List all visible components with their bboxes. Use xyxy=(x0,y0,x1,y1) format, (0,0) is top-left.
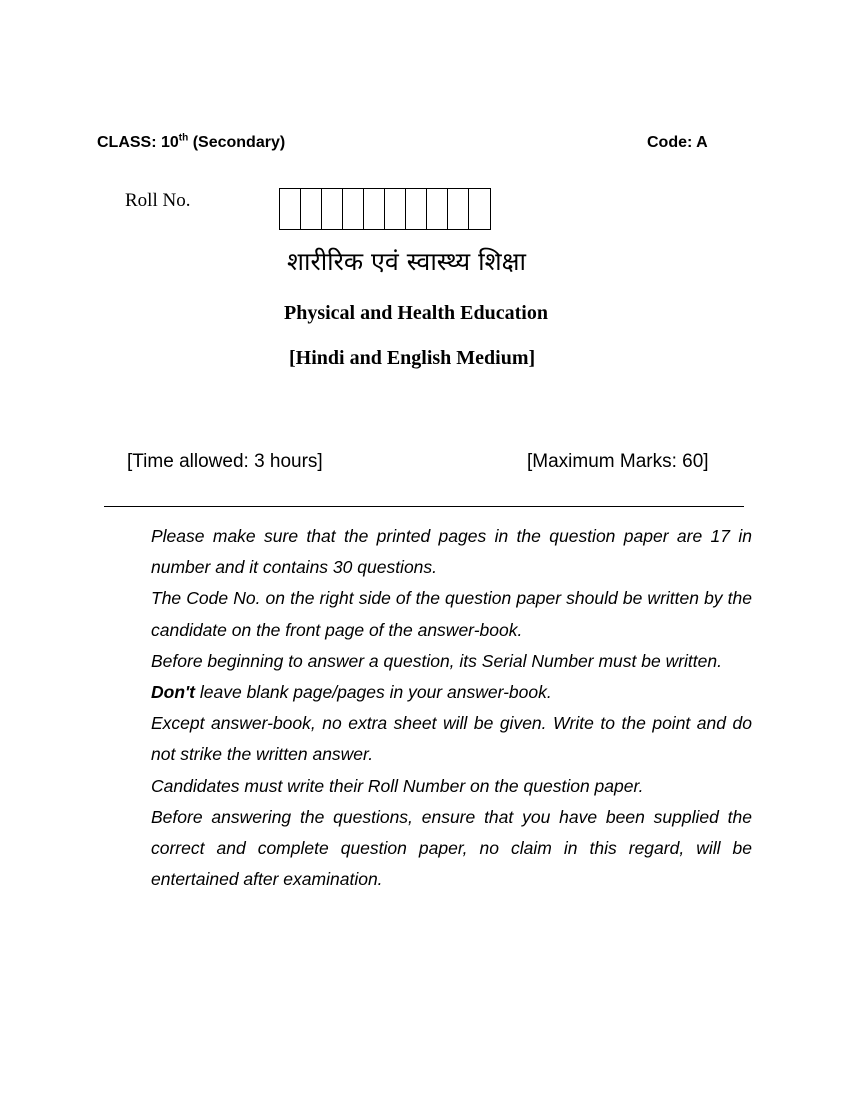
instruction-item: The Code No. on the right side of the question paper should be written by the candidate on the front page of the answer-book. xyxy=(151,588,752,640)
english-title: Physical and Health Education xyxy=(284,302,548,324)
roll-number-box[interactable] xyxy=(364,189,385,229)
roll-number-box[interactable] xyxy=(343,189,364,229)
instructions xyxy=(151,521,752,895)
time-allowed: [Time allowed: 3 hours] xyxy=(127,451,323,472)
roll-number-box[interactable] xyxy=(406,189,427,229)
class-text: CLASS: 10 xyxy=(97,134,179,151)
maximum-marks: [Maximum Marks: 60] xyxy=(527,451,709,472)
class-superscript: th xyxy=(178,132,189,144)
class-label xyxy=(97,134,285,152)
roll-number-box[interactable] xyxy=(301,189,322,229)
roll-number-box[interactable] xyxy=(280,189,301,229)
roll-number-box[interactable] xyxy=(322,189,343,229)
paper-code: Code: A xyxy=(647,134,708,151)
medium-label: [Hindi and English Medium] xyxy=(289,347,536,369)
instruction-item: Except answer-book, no extra sheet will be given. Write to the point and do not strike the written answer. xyxy=(151,713,752,765)
roll-number-box[interactable] xyxy=(448,189,469,229)
roll-number-label: Roll No. xyxy=(125,190,191,211)
roll-number-box[interactable] xyxy=(385,189,406,229)
instruction-item: Before answering the questions, ensure that you have been supplied the correct and complete question paper, no claim in this regard, will be entertained after examination. xyxy=(151,806,752,890)
instruction-text: leave blank page/pages in your answer-book. xyxy=(195,682,552,703)
instruction-item xyxy=(151,677,752,708)
roll-number-box[interactable] xyxy=(469,189,490,229)
instruction-emphasis: Don't xyxy=(151,682,196,703)
divider-line xyxy=(104,506,744,507)
instruction-item: Please make sure that the printed pages in the question paper are 17 in number and it contains 30 questions. xyxy=(151,526,752,578)
class-suffix: (Secondary) xyxy=(188,134,286,151)
roll-number-boxes[interactable] xyxy=(279,188,491,230)
hindi-title: शारीरिक एवं स्वास्थ्य शिक्षा xyxy=(287,247,526,276)
roll-number-box[interactable] xyxy=(427,189,448,229)
instruction-item: Candidates must write their Roll Number on the question paper. xyxy=(151,775,644,796)
instruction-item: Before beginning to answer a question, its Serial Number must be written. xyxy=(151,650,722,671)
